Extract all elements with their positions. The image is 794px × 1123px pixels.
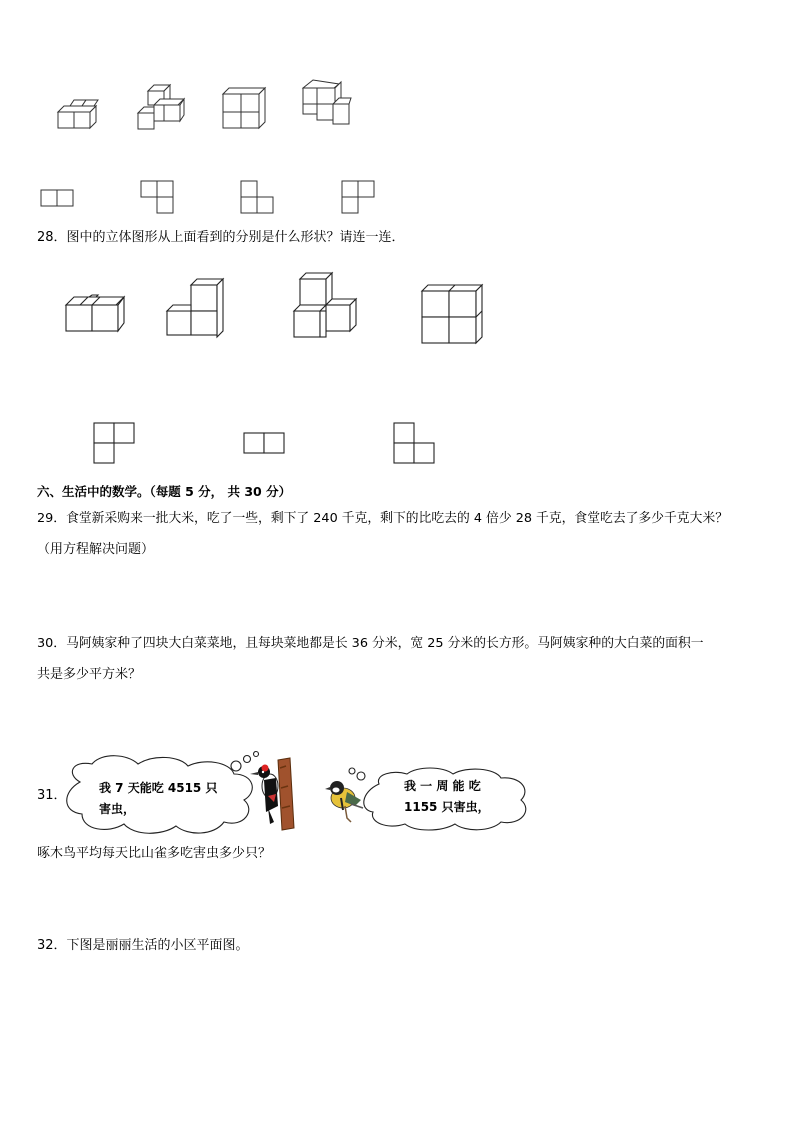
solid-figure-28-1 xyxy=(64,291,126,335)
question-30-line2: 共是多少平方米？ xyxy=(37,667,142,682)
solid-figure-top-1 xyxy=(56,98,106,134)
woodpecker-icon xyxy=(250,758,296,830)
solid-figure-28-4 xyxy=(420,283,484,345)
solid-figure-top-4 xyxy=(299,78,355,132)
question-30-line1: 30．马阿姨家种了四块大白菜菜地，且每块菜地都是长 36 分米，宽 25 分米的长方形。马阿姨家种的大白菜的面积一 xyxy=(37,636,704,651)
section-heading: 六、生活中的数学。（每题 5 分， 共 30 分） xyxy=(37,484,292,499)
woodpecker-bubble-line1: 我 7 天能吃 4515 只 xyxy=(99,781,218,795)
plan-view-top-4 xyxy=(341,180,377,216)
question-29-line1: 29．食堂新采购来一批大米，吃了一些，剩下了 240 千克，剩下的比吃去的 4 倍少 28 千克，食堂吃去了多少千克大米？ xyxy=(37,511,728,526)
question-31-number: 31． xyxy=(37,788,67,803)
sparrow-bubble-line1: 我 一 周 能 吃 xyxy=(404,779,481,793)
plan-view-28-2 xyxy=(243,432,287,456)
plan-view-top-3 xyxy=(240,180,276,216)
solid-figure-top-3 xyxy=(221,86,269,132)
question-28-text: 28．图中的立体图形从上面看到的分别是什么形状？请连一连． xyxy=(37,230,405,245)
plan-view-top-1 xyxy=(40,189,76,209)
question-29-line2: （用方程解决问题） xyxy=(37,542,155,557)
question-31-text: 啄木鸟平均每天比山雀多吃害虫多少只？ xyxy=(37,846,272,861)
solid-figure-28-3 xyxy=(292,271,358,341)
question-32-text: 32．下图是丽丽生活的小区平面图。 xyxy=(37,938,249,953)
woodpecker-bubble-line2: 害虫， xyxy=(99,802,136,816)
plan-view-top-2 xyxy=(140,180,176,216)
solid-figure-top-2 xyxy=(136,83,188,133)
plan-view-28-3 xyxy=(393,422,437,466)
sparrow-bubble-line2: 1155 只害虫， xyxy=(404,800,490,814)
solid-figure-28-2 xyxy=(165,277,227,337)
plan-view-28-1 xyxy=(93,422,137,466)
